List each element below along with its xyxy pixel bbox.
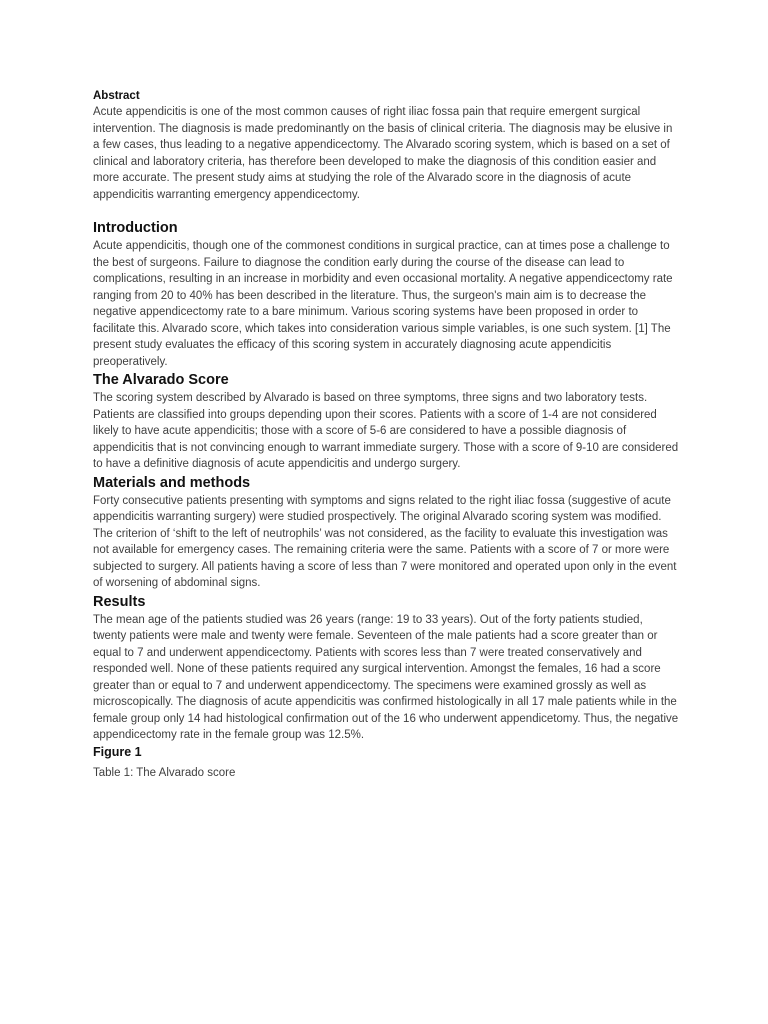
abstract-text: Acute appendicitis is one of the most common causes of right iliac fossa pain that require emergent surgical intervention. The diagnosis is made predominantly on the basis of clinical criteria. The diagnosis may be elusive in a few cases, thus leading to a negative appendicectomy. The Alvarado scoring system, which is based on a set of clinical and laboratory criteria, has therefore been developed to make the diagnosis of this condition easier and more accurate. The present study aims at studying the role of the Alvarado score in the diagnosis of acute appendicitis warranting emergency appendicectomy.: [93, 106, 673, 201]
alvarado-score-heading: The Alvarado Score: [93, 372, 229, 388]
introduction-text: Acute appendicitis, though one of the commonest conditions in surgical practice, can at times pose a challenge to the best of surgeons. Failure to diagnose the condition early during the course of the disease can lead to complications, resulting in an increase in morbidity and even occasional mortality. A negative appendicectomy rate ranging from 20 to 40% has been described in the literature. Thus, the surgeon's main aim is to decrease the negative appendicectomy rate to a bare minimum. Various scoring systems have been proposed in order to facilitate this. Alvarado score, which takes into consideration various simple variables, is one such system. [1] The present study evaluates the efficacy of this scoring system in accurately diagnosing acute appendicitis preoperatively.: [93, 240, 673, 368]
document-page: [93, 88, 679, 781]
introduction-heading: Introduction: [93, 220, 178, 236]
abstract-heading: Abstract: [93, 90, 140, 102]
results-heading: Results: [93, 593, 146, 610]
results-text: The mean age of the patients studied was 26 years (range: 19 to 33 years). Out of the forty patients studied, twenty patients were male and twenty were female. Seventeen of the male patients had a score greater than or equal to 7 and underwent appendicectomy. Patients with scores less than 7 were treated conservatively and responded well. None of these patients required any surgical intervention. Amongst the females, 16 had a score greater than or equal to 7 and underwent appendicectomy. The specimens were examined grossly as well as microscopically. The diagnosis of acute appendicitis was confirmed histologically in all 17 male patients while in the female group only 14 had histological confirmation out of the 16 who underwent appendicetomy. Thus, the negative appendicectomy rate in the female group was 12.5%.: [93, 613, 679, 741]
materials-methods-heading: Materials and methods: [93, 474, 251, 491]
figure-heading: Figure 1: [93, 744, 142, 759]
alvarado-score-text: The scoring system described by Alvarado is based on three symptoms, three signs and two laboratory tests. Patients are classified into groups depending upon their scores. Patients with a score of 1-4 are not considered likely to have acute appendicitis; those with a score of 5-6 are considered to have a possible diagnosis of appendicitis that is not convincing enough to warrant immediate surgery. Those with a score of 9-10 are considered to have a definitive diagnosis of acute appendicitis and undergo surgery.: [93, 392, 679, 470]
materials-methods-text: Forty consecutive patients presenting with symptoms and signs related to the right iliac fossa (suggestive of acute appendicitis warranting surgery) were studied prospectively. The original Alvarado scoring system was modified. The criterion of ‘shift to the left of neutrophils’ was not considered, as the facility to evaluate this investigation was not available for emergency cases. The remaining criteria were the same. Patients with a score of 7 or more were subjected to surgery. All patients having a score of less than 7 were monitored and operated upon only in the event of worsening of abdominal signs.: [93, 494, 677, 589]
table-caption: Table 1: The Alvarado score: [93, 766, 236, 779]
